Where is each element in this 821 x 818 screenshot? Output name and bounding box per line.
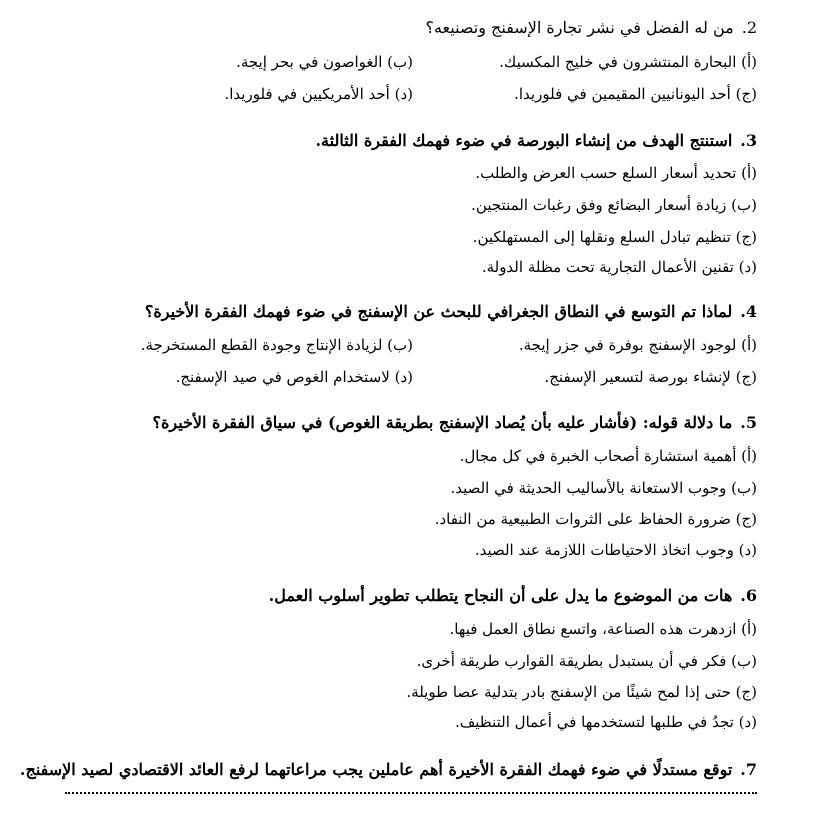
option-c[interactable]: (ج) ضرورة الحفاظ على الثروات الطبيعية من النفاد.: [434, 510, 757, 528]
question-5-title: [152, 412, 757, 434]
question-text: استنتج الهدف من إنشاء البورصة في ضوء فهمك الفقرة الثالثة.: [315, 131, 733, 150]
question-number: 6.: [740, 586, 757, 605]
question-6-title: [269, 585, 757, 607]
question-number: 4.: [740, 302, 757, 321]
question-number: 7.: [740, 760, 757, 779]
option-d[interactable]: (د) وجوب اتخاذ الاحتياطات اللازمة عند الصيد.: [474, 541, 757, 559]
question-7-title: [20, 759, 757, 781]
question-text: ما دلالة قوله: (فأشار عليه بأن يُصاد الإسفنج بطريقة الغوص) في سياق الفقرة الأخيرة؟: [152, 413, 733, 432]
question-4-title: [145, 301, 757, 323]
question-text: من له الفضل في نشر تجارة الإسفنج وتصنيعه؟: [425, 18, 734, 37]
option-a[interactable]: (أ) ازدهرت هذه الصناعة، واتسع نطاق العمل فيها.: [449, 620, 757, 638]
option-b[interactable]: (ب) لزيادة الإنتاج وجودة القطع المستخرجة.: [140, 336, 413, 354]
option-c[interactable]: (ج) تنظيم تبادل السلع ونقلها إلى المستهلكين.: [472, 228, 757, 246]
option-c[interactable]: (ج) حتى إذا لمح شيئًا من الإسفنج بادر بتدلية عصا طويلة.: [406, 683, 757, 701]
question-number: 5.: [740, 413, 757, 432]
option-a[interactable]: (أ) أهمية استشارة أصحاب الخبرة في كل مجال.: [459, 447, 757, 465]
question-number: 2.: [741, 18, 757, 37]
option-a[interactable]: (أ) تحديد أسعار السلع حسب العرض والطلب.: [475, 164, 757, 182]
option-d[interactable]: (د) تقنين الأعمال التجارية تحت مظلة الدولة.: [481, 258, 757, 276]
question-text: توقع مستدلًا في ضوء فهمك الفقرة الأخيرة أهم عاملين يجب مراعاتهما لرفع العائد الاقتصادي لصيد الإسفنج.: [19, 760, 733, 779]
option-b[interactable]: (ب) فكر في أن يستبدل بطريقة القوارب طريقة أخرى.: [416, 652, 757, 670]
option-d[interactable]: (د) أحد الأمريكيين في فلوريدا.: [224, 85, 413, 103]
question-3-title: [315, 130, 757, 152]
option-b[interactable]: (ب) زيادة أسعار البضائع وفق رغبات المنتجين.: [471, 196, 757, 214]
answer-line[interactable]: [65, 792, 757, 794]
option-b[interactable]: (ب) الغواصون في بحر إيجة.: [236, 53, 413, 71]
option-a[interactable]: (أ) لوجود الإسفنج بوفرة في جزر إيجة.: [518, 336, 757, 354]
option-d[interactable]: (د) لاستخدام الغوص في صيد الإسفنج.: [175, 368, 413, 386]
question-text: لماذا تم التوسع في النطاق الجغرافي للبحث عن الإسفنج في ضوء فهمك الفقرة الأخيرة؟: [144, 302, 733, 321]
option-b[interactable]: (ب) وجوب الاستعانة بالأساليب الحديثة في الصيد.: [450, 479, 757, 497]
question-number: 3.: [740, 131, 757, 150]
question-text: هات من الموضوع ما يدل على أن النجاح يتطلب تطوير أسلوب العمل.: [268, 586, 733, 605]
option-a[interactable]: (أ) البحارة المنتشرون في خليج المكسيك.: [499, 53, 757, 71]
question-2-title: [425, 17, 757, 39]
option-d[interactable]: (د) تجدُ في طلبها لتستخدمها في أعمال التنظيف.: [454, 713, 757, 731]
option-c[interactable]: (ج) أحد اليونانيين المقيمين في فلوريدا.: [514, 85, 757, 103]
option-c[interactable]: (ج) لإنشاء بورصة لتسعير الإسفنج.: [544, 368, 757, 386]
